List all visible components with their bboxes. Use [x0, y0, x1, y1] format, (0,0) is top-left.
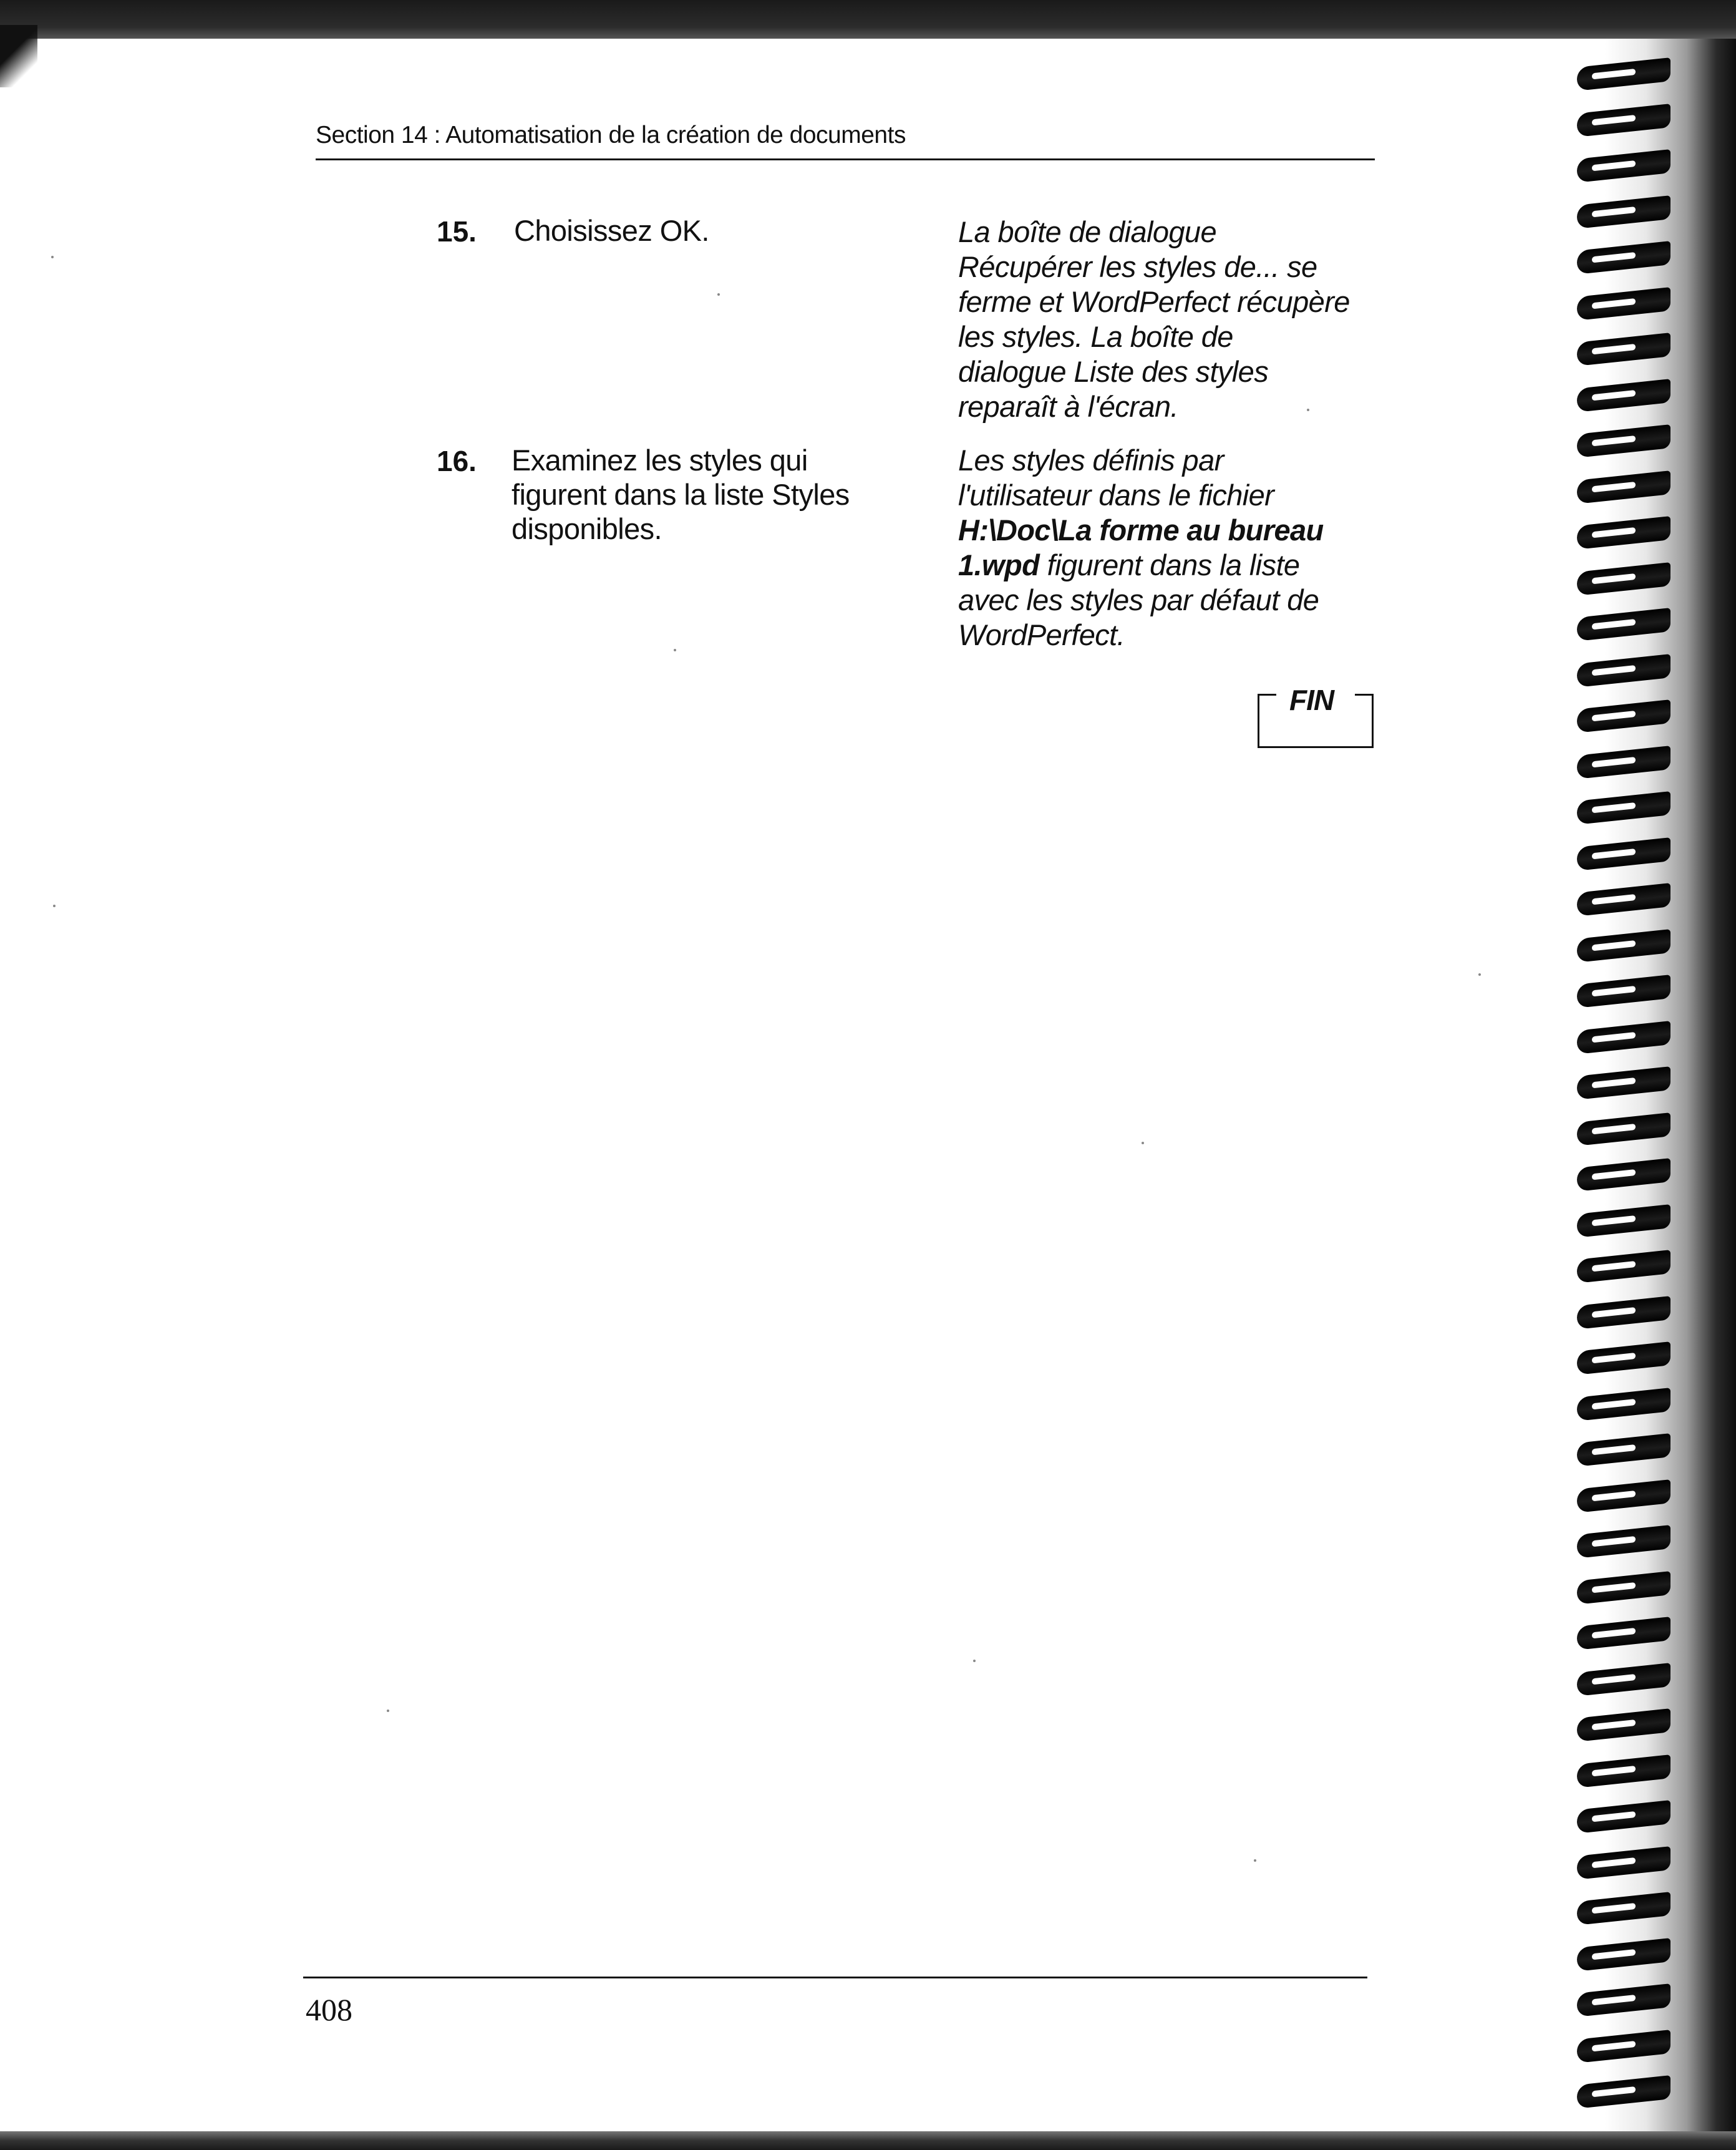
step-note-line: [958, 548, 1324, 583]
step-note-line: La boîte de dialogue: [958, 215, 1216, 248]
scan-speck: [717, 293, 720, 296]
scan-corner-shadow: [0, 25, 37, 87]
step-number: 15.: [437, 215, 477, 248]
footer-rule: [303, 1977, 1367, 1978]
scan-speck: [1254, 1859, 1256, 1862]
scan-speck: [387, 1710, 389, 1712]
step-action-line: disponibles.: [512, 512, 662, 545]
scan-speck: [1307, 409, 1309, 411]
step-note: [958, 215, 1350, 424]
step-note-line: Les styles définis par: [958, 444, 1224, 477]
step-note-line: avec les styles par défaut de: [958, 583, 1319, 616]
step-note-line: reparaît à l'écran.: [958, 390, 1178, 423]
scan-speck: [973, 1660, 976, 1662]
scan-border-top: [0, 0, 1736, 39]
page-number: 408: [306, 1992, 352, 2027]
step-action-line: Choisissez OK.: [514, 214, 709, 247]
section-header: Section 14 : Automatisation de la création de documents: [316, 122, 906, 148]
step-number: 16.: [437, 445, 477, 477]
step-note-text: figurent dans la liste: [1039, 548, 1300, 581]
scan-border-bottom: [0, 2131, 1736, 2150]
step-action: [514, 213, 709, 248]
step-note-line: l'utilisateur dans le fichier: [958, 479, 1274, 512]
scan-speck: [674, 649, 676, 651]
scan-speck: [1478, 973, 1481, 976]
step-note-line: Récupérer les styles de... se: [958, 250, 1317, 283]
file-path-ext: 1.wpd: [958, 548, 1040, 581]
step-note-line: ferme et WordPerfect récupère: [958, 285, 1350, 318]
step-note: [958, 443, 1324, 653]
scan-speck: [1142, 1142, 1144, 1144]
scan-speck: [53, 905, 56, 907]
scan-speck: [51, 256, 54, 258]
step-note-line: les styles. La boîte de: [958, 320, 1233, 353]
step-action: [512, 443, 850, 546]
step-note-line: dialogue Liste des styles: [958, 355, 1269, 388]
step-action-line: figurent dans la liste Styles: [512, 478, 850, 511]
step-note-line: WordPerfect.: [958, 618, 1125, 651]
header-rule: [316, 158, 1375, 160]
step-action-line: Examinez les styles qui: [512, 444, 808, 477]
end-marker-label: FIN: [1289, 684, 1334, 716]
step-note-line: [958, 513, 1324, 548]
file-path: H:\Doc\La forme au bureau: [958, 513, 1324, 547]
